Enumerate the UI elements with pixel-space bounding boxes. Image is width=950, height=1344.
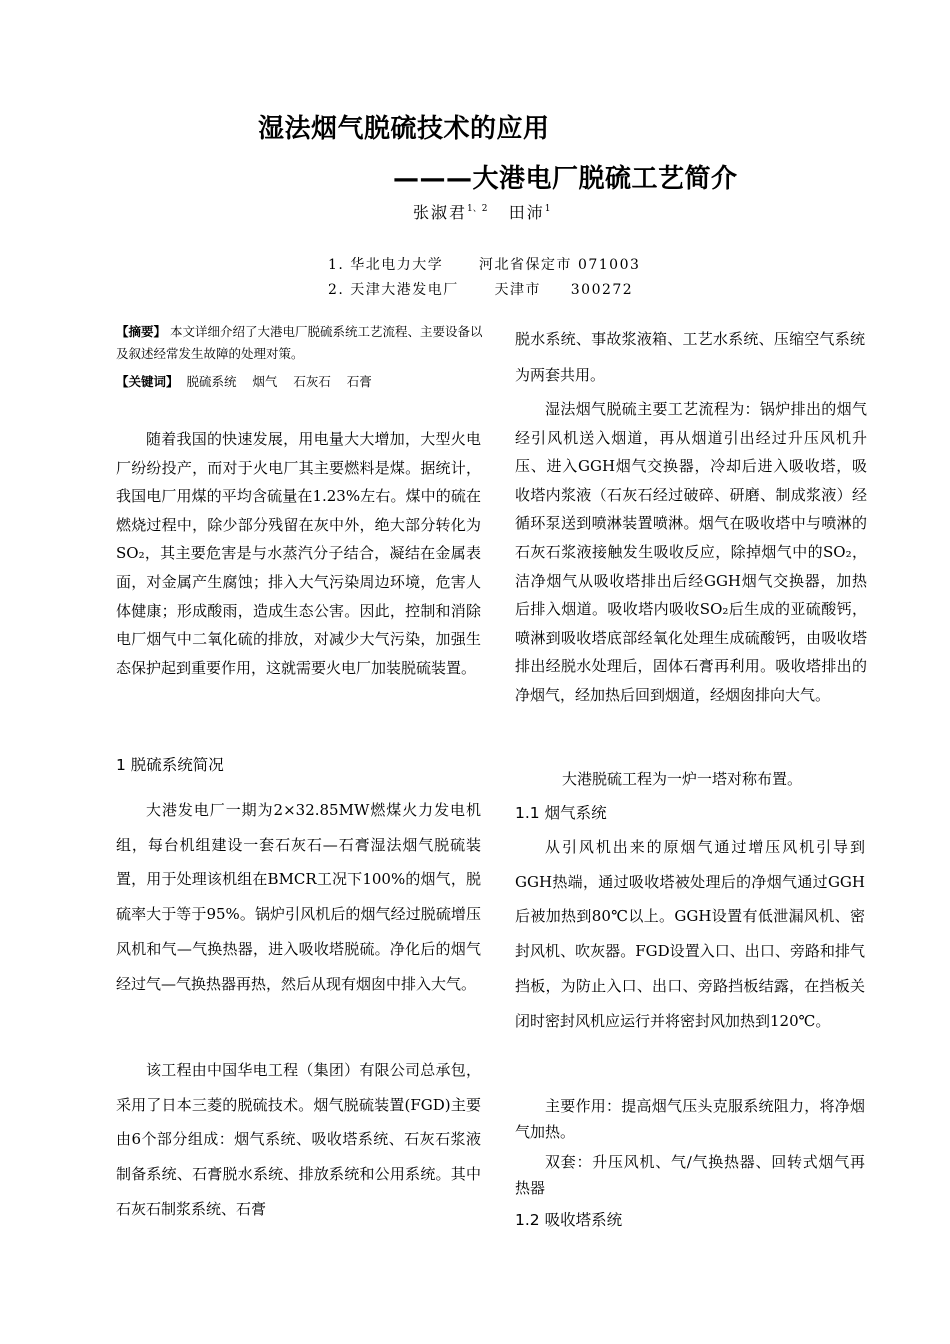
right-continuation: [515, 321, 865, 393]
section-1-1-paragraph: [515, 830, 865, 1038]
author-name: 张淑君: [413, 203, 468, 222]
abstract-label: 【摘要】: [116, 324, 167, 339]
section-1-heading: 1 脱硫系统简况: [116, 756, 224, 774]
right-continuation-text: 脱水系统、事故浆液箱、工艺水系统、压缩空气系统为两套共用。: [515, 330, 865, 385]
section-1-1-heading: 1.1 烟气系统: [515, 804, 607, 822]
section-1-1-text: 从引风机出来的原烟气通过增压风机引导到GGH热端，通过吸收塔被处理后的净烟气通过GGH后被加热到80℃以上。GGH设置有低泄漏风机、密封风机、吹灰器。FGD设置入口、出口、旁路和排气挡板，为防止入口、出口、旁路挡板结露，在挡板关闭时密封风机应运行并将密封风加热到120℃。: [515, 838, 865, 1030]
section-1-para-1: [116, 793, 481, 1001]
dual-set-text: 双套：升压风机、气/气换热器、回转式烟气再热器: [515, 1153, 865, 1197]
affiliation-1: 1. 华北电力大学 河北省保定市 071003: [328, 257, 641, 273]
section-1-para-2: [116, 1053, 481, 1227]
layout-paragraph: 大港脱硫工程为一炉一塔对称布置。: [562, 770, 803, 788]
author-list: [413, 200, 550, 223]
keywords-label: 【关键词】: [116, 374, 179, 389]
intro-text: 随着我国的快速发展，用电量大大增加，大型火电厂纷纷投产，而对于火电厂其主要燃料是煤。据统计，我国电厂用煤的平均含硫量在1.23%左右。煤中的硫在燃烧过程中，除少部分残留在灰中外，绝大部分转化为SO₂，其主要危害是与水蒸汽分子结合，凝结在金属表面，对金属产生腐蚀；排入大气污染周边环境，危害人体健康；形成酸雨，造成生态公害。因此，控制和消除电厂烟气中二氧化硫的排放，对减少大气污染，加强生态保护起到重要作用，这就需要火电厂加装脱硫装置。: [116, 430, 481, 677]
paper-title: 湿法烟气脱硫技术的应用: [258, 114, 550, 144]
main-function-paragraph: [515, 1093, 865, 1145]
author-affiliation-mark: 1: [544, 204, 551, 214]
intro-paragraph: [116, 425, 481, 682]
keyword: 烟气: [252, 374, 278, 389]
process-paragraph-text: 湿法烟气脱硫主要工艺流程为：锅炉排出的烟气经引风机送入烟道，再从烟道引出经过升压风机升压、进入GGH烟气交换器，冷却后进入吸收塔，吸收塔内浆液（石灰石经过破碎、研磨、制成浆液）经循环泵送到喷淋装置喷淋。烟气在吸收塔中与喷淋的石灰石浆液接触发生吸收反应，除掉烟气中的SO₂，洁净烟气从吸收塔排出后经GGH烟气交换器，加热后排入烟道。吸收塔内吸收SO₂后生成的亚硫酸钙，喷淋到吸收塔底部经氧化处理生成硫酸钙，由吸收塔排出经脱水处理后，固体石膏再利用。吸收塔排出的净烟气，经加热后回到烟道，经烟囱排向大气。: [515, 400, 867, 704]
section-1-2-heading: 1.2 吸收塔系统: [515, 1211, 623, 1229]
author-name: 田沛: [508, 203, 545, 222]
section-1-para-1-text: 大港发电厂一期为2×32.85MW燃煤火力发电机组，每台机组建设一套石灰石—石膏湿法烟气脱硫装置，用于处理该机组在BMCR工况下100%的烟气，脱硫率大于等于95%。锅炉引风机后的烟气经过脱硫增压风机和气—气换热器，进入吸收塔脱硫。净化后的烟气经过气—气换热器再热，然后从现有烟囱中排入大气。: [116, 801, 481, 993]
paper-subtitle: ———大港电厂脱硫工艺简介: [393, 164, 738, 194]
affiliation-2: 2. 天津大港发电厂 天津市 300272: [328, 282, 634, 298]
abstract-text: 本文详细介绍了大港电厂脱硫系统工艺流程、主要设备以及叙述经常发生故障的处理对策。: [116, 324, 483, 361]
section-1-para-2-text: 该工程由中国华电工程（集团）有限公司总承包，采用了日本三菱的脱硫技术。烟气脱硫装置(FGD)主要由6个部分组成：烟气系统、吸收塔系统、石灰石浆液制备系统、石膏脱水系统、排放系统和公用系统。其中石灰石制浆系统、石膏: [116, 1061, 481, 1218]
abstract: [116, 321, 491, 365]
keyword: 石灰石: [293, 374, 331, 389]
main-function-text: 主要作用：提高烟气压头克服系统阻力，将净烟气加热。: [515, 1097, 865, 1141]
keyword: 脱硫系统: [186, 374, 237, 389]
keywords: [116, 372, 372, 390]
author-affiliation-mark: 1、2: [467, 204, 488, 214]
keyword: 石膏: [346, 374, 372, 389]
dual-set-paragraph: [515, 1149, 865, 1201]
process-paragraph: [515, 395, 867, 710]
